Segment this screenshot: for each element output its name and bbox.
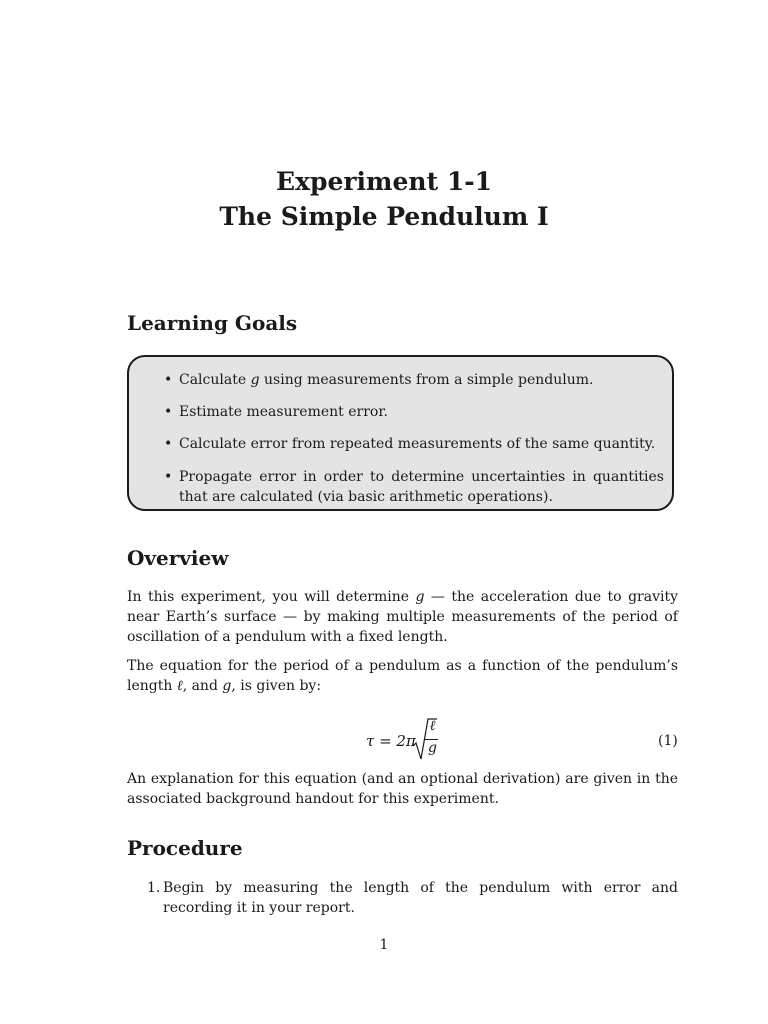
- experiment-name-title: The Simple Pendulum I: [219, 202, 549, 231]
- document-page: Experiment 1-1 The Simple Pendulum I Learning Goals • Calculate g using measurements from a simple pendulum. • Estimate measurement error. • Calculate error from repeated measurements of the same quantity. • Propagate error in order to determine uncertainties in quantities that are calculated (via basic arithmetic operations). Overview In this experiment, you will determine g — the acceleration due to gravity near Earth’s surface — by making multiple measurements of the period of oscillation of a pendulum with a fixed length. The equation for the period of a pendulum as a function of the pendulum’s length ℓ, and g, is given by: τ = 2π ℓ g (1) An explanation for this equation (and an optional derivation) are given in the associated background handout for this experiment. Procedure 1. Begin by measuring the length of the pendulum with error and recording it in your report. 1: [0, 0, 768, 1024]
- equation-number: (1): [658, 733, 678, 749]
- overview-paragraph: In this experiment, you will determine g — the acceleration due to gravity near Earth’s surface — by making multiple measurements of the period of oscillation of a pendulum with a fixed length.: [127, 589, 678, 645]
- overview-heading: Overview: [127, 546, 229, 570]
- learning-goals-box: • Calculate g using measurements from a simple pendulum. • Estimate measurement error. • Calculate error from repeated measurements of the same quantity. • Propagate error in order to determine uncertainties in quantities that are calculated (via basic arithmetic operations).: [127, 355, 674, 511]
- procedure-heading: Procedure: [127, 836, 243, 860]
- pendulum-period-equation: τ = 2π ℓ g: [366, 716, 456, 762]
- bullet-icon: •: [164, 436, 173, 452]
- experiment-number-title: Experiment 1-1: [276, 167, 492, 196]
- explanation-paragraph: An explanation for this equation (and an optional derivation) are given in the associated background handout for this experiment.: [127, 771, 678, 807]
- page-number: 1: [379, 937, 389, 953]
- bullet-icon: •: [164, 372, 173, 388]
- bullet-icon: •: [164, 404, 173, 420]
- equation-intro-paragraph: The equation for the period of a pendulum as a function of the pendulum’s length ℓ, and g, is given by:: [127, 658, 678, 694]
- bullet-icon: •: [164, 469, 173, 485]
- learning-goals-heading: Learning Goals: [127, 311, 298, 335]
